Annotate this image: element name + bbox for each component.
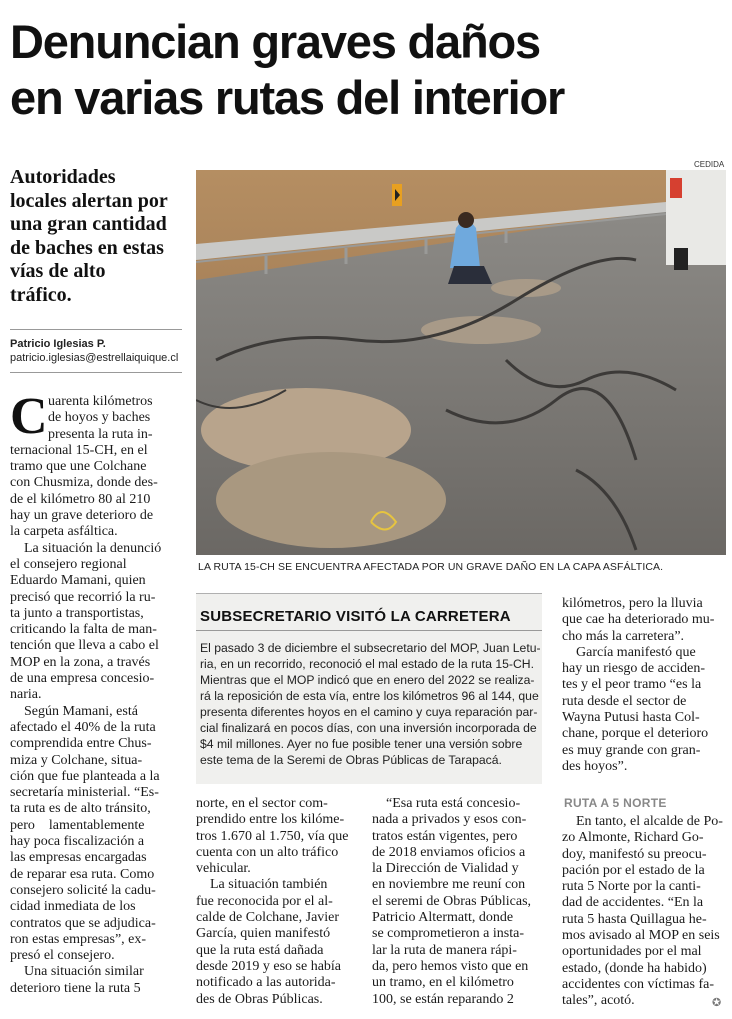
text-line: de 2018 enviamos oficios a: [372, 844, 526, 860]
text-line: consejero solicité la cadu-: [10, 882, 156, 898]
text-line: en noviembre me reuní con: [372, 877, 526, 893]
text-line: ruta 5 hasta Quillagua he-: [562, 911, 707, 927]
text-line: comprendida entre Chus-: [10, 736, 152, 752]
text-line: kilómetros, pero la lluvia: [562, 596, 703, 611]
text-line: prendido entre los kilóme-: [196, 812, 345, 828]
text-line: zo Almonte, Richard Go-: [562, 830, 704, 846]
text-line: hay un riesgo de acciden-: [562, 661, 706, 677]
text-line: Según Mamani, está: [24, 703, 138, 719]
article-column-4-top: [562, 596, 728, 775]
text-line: pero lamentablemente: [10, 817, 145, 833]
deck-line: de baches en estas: [10, 236, 164, 259]
byline-rule-top: [10, 329, 182, 330]
dropcap: C: [10, 388, 48, 445]
headline-line-2: en varias rutas del interior: [10, 71, 565, 124]
text-line: ta junto a transportistas,: [10, 605, 144, 621]
text-line: ruta 5 Norte por la canti-: [562, 879, 701, 895]
text-line: ruta desde el sector de: [562, 693, 687, 709]
text-line: Mientras que el MOP indicó que en enero del 2022 se realiza-: [200, 673, 535, 687]
text-line: Patricio Altermatt, donde: [372, 910, 514, 926]
headline: [10, 14, 726, 126]
sidebar-box-title-rule: [196, 630, 542, 631]
text-line: García manifestó que: [576, 644, 696, 660]
text-line: es muy grande con gran-: [562, 742, 701, 758]
sidebar-box-text: [200, 640, 540, 768]
text-line: fue reconocida por el al-: [196, 893, 333, 909]
text-line: desde 2019 y eso se había: [196, 958, 342, 974]
text-line: tramo que une Colchane: [10, 459, 147, 475]
text-line: ción que fue planteada a la: [10, 768, 160, 784]
text-line: tes y el peor tramo “es la: [562, 677, 702, 693]
text-line: ria, en un recorrido, reconoció el mal estado de la ruta 15-CH.: [200, 657, 534, 671]
text-line: “Esa ruta está concesio-: [386, 796, 521, 811]
text-line: la carpeta asfáltica.: [10, 524, 118, 540]
article-column-4-bottom: [562, 814, 728, 1010]
deck-line: tráfico.: [10, 283, 72, 306]
deck-line: una gran cantidad: [10, 213, 167, 235]
text-line: se comprometieron a insta-: [372, 926, 525, 942]
text-line: doy, manifestó su preocu-: [562, 846, 707, 862]
text-line: un tramo, en el kilómetro: [372, 975, 514, 991]
text-line: precisó que recorrió la ru-: [10, 589, 156, 605]
text-line: este tema de la Seremi de Obras Públicas de Tarapacá.: [200, 753, 502, 767]
text-line: hay un grave deterioro de: [10, 508, 154, 524]
text-line: cuenta con un alto tráfico: [196, 844, 339, 860]
text-line: secretaría ministerial. “Es-: [10, 785, 159, 801]
text-line: des de Obras Públicas.: [196, 991, 323, 1007]
text-line: notificado a las autorida-: [196, 975, 336, 991]
text-line: el seremi de Obras Públicas,: [372, 893, 532, 909]
text-line: uarenta kilómetros: [48, 394, 153, 409]
text-line: deterioro tiene la ruta 5: [10, 980, 141, 996]
text-line: contratos que se adjudica-: [10, 915, 156, 931]
text-line: cial finalizará en pocos días, con una inversión incorporada de: [200, 721, 537, 735]
deck: [10, 166, 182, 307]
text-line: La situación la denunció: [24, 540, 162, 556]
text-line: La situación también: [210, 877, 328, 893]
deck-line: Autoridades: [10, 166, 116, 188]
text-line: presó el consejero.: [10, 948, 115, 964]
text-line: lar la ruta de manera rápi-: [372, 942, 517, 958]
text-line: norte, en el sector com-: [196, 796, 328, 811]
text-line: naria.: [10, 687, 42, 703]
text-line: la Dirección de Vialidad y: [372, 861, 519, 877]
photo-credit: CEDIDA: [694, 160, 725, 169]
text-line: ron estas empresas”, ex-: [10, 931, 147, 947]
text-line: tales”, acotó.: [562, 993, 635, 1009]
text-line: de reparar esa ruta. Como: [10, 866, 155, 882]
pothole-lower: [216, 452, 446, 548]
text-line: tros 1.670 al 1.750, vía que: [196, 828, 349, 844]
text-line: tención que lleva a cabo el: [10, 638, 159, 654]
text-line: que cae ha deteriorado mu-: [562, 612, 715, 628]
author-email: patricio.iglesias@estrellaiquique.cl: [10, 352, 179, 364]
text-line: nada a privados y esos con-: [372, 812, 527, 828]
text-line: MOP en la zona, a través: [10, 654, 151, 670]
deck-line: locales alertan por: [10, 189, 168, 212]
text-line: da, pero hemos visto que en: [372, 958, 529, 974]
text-line: estado, (donde ha habido): [562, 960, 707, 976]
photo-caption: LA RUTA 15-CH SE ENCUENTRA AFECTADA POR UN GRAVE DAÑO EN LA CAPA ASFÁLTICA.: [198, 561, 664, 573]
byline-rule-bottom: [10, 372, 182, 373]
text-line: que la ruta está dañada: [196, 942, 324, 958]
text-line: accidentes con víctimas fa-: [562, 976, 714, 992]
text-line: de hoyos y baches: [48, 410, 151, 426]
text-line: cho más la carretera”.: [562, 628, 685, 644]
subhead-ruta-5-norte: RUTA A 5 NORTE: [564, 796, 667, 810]
text-line: rá la reposición de esta vía, entre los kilómetros 96 al 144, que: [200, 689, 539, 703]
text-line: afectado el 40% de la ruta: [10, 719, 156, 735]
text-line: presenta diferentes hoyos en el camino y cuya reparación par-: [200, 705, 538, 719]
byline: [10, 337, 182, 365]
text-line: chane, porque el deterioro: [562, 726, 709, 742]
author-name: Patricio Iglesias P.: [10, 338, 106, 350]
text-line: mos avisado al MOP en seis: [562, 928, 720, 944]
text-line: Wayna Putusi hasta Col-: [562, 710, 700, 726]
text-line: presenta la ruta in-: [48, 426, 153, 442]
text-line: Eduardo Mamani, quien: [10, 573, 146, 589]
text-line: calde de Colchane, Javier: [196, 910, 340, 926]
text-line: El pasado 3 de diciembre el subsecretario del MOP, Juan Letu-: [200, 641, 541, 655]
text-line: las empresas encargadas: [10, 850, 147, 866]
text-line: tratos están vigentes, pero: [372, 828, 518, 844]
article-column-3: [372, 796, 544, 1008]
text-line: dad de accidentes. “En la: [562, 895, 704, 911]
text-line: oportunidades por el mal: [562, 944, 702, 960]
text-line: cidad inmediata de los: [10, 899, 136, 915]
text-line: $4 mil millones. Ayer no fue posible tener una versión sobre: [200, 737, 523, 751]
text-line: criticando la falta de man-: [10, 622, 157, 638]
article-column-1: [10, 388, 184, 997]
text-line: vehicular.: [196, 861, 251, 877]
text-line: de una empresa concesio-: [10, 671, 155, 687]
end-mark-icon: ✪: [712, 996, 722, 1009]
text-line: hay poca fiscalización a: [10, 834, 145, 850]
text-line: García, quien manifestó: [196, 926, 331, 942]
text-line: de el kilómetro 80 al 210: [10, 491, 151, 507]
text-line: pación por el estado de la: [562, 862, 705, 878]
text-line: Una situación similar: [24, 964, 144, 980]
article-column-2: [196, 796, 364, 1008]
text-line: miza y Colchane, situa-: [10, 752, 143, 768]
text-line: des hoyos”.: [562, 758, 628, 774]
text-line: ternacional 15-CH, en el: [10, 442, 148, 458]
text-line: el consejero regional: [10, 556, 127, 572]
text-line: En tanto, el alcalde de Po-: [576, 814, 723, 829]
road-photo: [196, 170, 726, 555]
text-line: con Chusmiza, donde des-: [10, 475, 158, 491]
text-line: 100, se están reparando 2: [372, 991, 514, 1007]
text-line: ta ruta es de alto tránsito,: [10, 801, 151, 817]
headline-line-1: Denuncian graves daños: [10, 15, 540, 68]
deck-line: vías de alto: [10, 260, 106, 282]
sidebar-box-title: SUBSECRETARIO VISITÓ LA CARRETERA: [200, 608, 511, 625]
